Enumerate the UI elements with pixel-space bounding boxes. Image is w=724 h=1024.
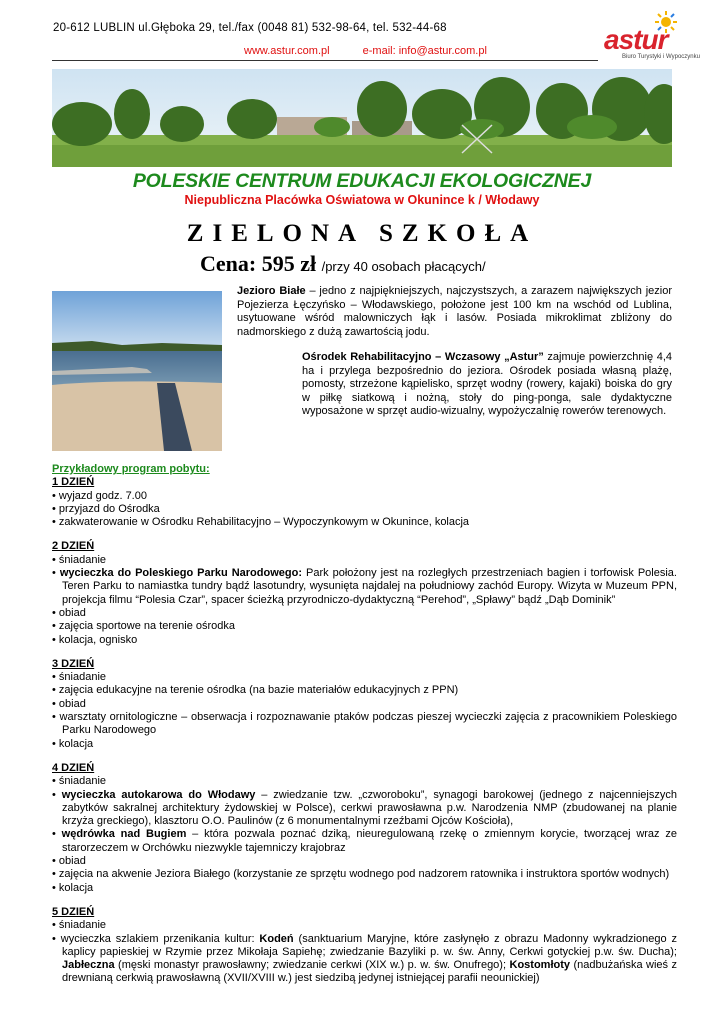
center-name: Ośrodek Rehabilitacyjno – Wczasowy „Astur” — [302, 351, 544, 363]
program-item-text: śniadanie — [58, 775, 107, 788]
astur-logo — [600, 10, 700, 65]
main-title: POLESKIE CENTRUM EDUKACJI EKOLOGICZNEJ — [132, 170, 592, 192]
program-item: • kolacja — [52, 881, 94, 894]
program-item: • zakwaterowanie w Ośrodku Rehabilitacyjno – Wypoczynkowym w Okunince, kolacja — [52, 516, 470, 529]
day5-kostomloty: Kostomłoty — [509, 959, 570, 972]
day5-kodne: Kodeń — [259, 932, 294, 945]
contact-line: 20-612 LUBLIN ul.Głęboka 29, tel./fax (0048 81) 532-98-64, tel. 532-44-68 — [53, 22, 447, 34]
program-item: • śniadanie — [52, 671, 107, 684]
program-item-text: zajęcia sportowe na terenie ośrodka — [58, 620, 236, 633]
program-item: • śniadanie — [52, 919, 107, 932]
program-item-highlight: wycieczka autokarowa do Włodawy — [61, 788, 256, 801]
lake-name: Jezioro Białe — [237, 285, 306, 297]
program-item-text: kolacja — [58, 881, 94, 894]
program-item: • wycieczka autokarowa do Włodawy – zwiedzanie tzw. „czworoboku”, synagogi barokowej (jednego z najcenniejszych zabytków sakralnej architektury żydowskiej w Polsce), cerkwi prawosławna p.w. Narodzenia NMP (zbudowanej na planie krzyża greckiego), klasztoru O.O. Paulinów (z 6 monumentalnymi rzeźbami Ojców Kościoła), — [52, 788, 677, 828]
day-title: 3 DZIEŃ — [52, 657, 95, 670]
program-item: • śniadanie — [52, 775, 107, 788]
program-item-text: obiad — [58, 606, 86, 619]
program-item: • śniadanie — [52, 553, 107, 566]
website-link[interactable]: www.astur.com.pl — [244, 45, 330, 57]
banner-photo — [52, 69, 672, 167]
email-link[interactable]: e-mail: info@astur.com.pl — [362, 45, 487, 57]
day5-trip-text-4: (nadbużańska wieś z drewnianą cerkwią prawosławną (XVII/XVIII w.) jest siedzibą jedynej istniejącej parafii neounickiej) — [62, 959, 677, 985]
program-item-text: – która pozwala poznać dziką, nieuregulowaną rzekę o zmiennym korycie, tworzącej wraz ze starorzeczem w Orchówku niezwykle tajemniczy krajobraz — [62, 828, 677, 854]
program-item-text: warsztaty ornitologiczne – obserwacja i rozpoznawanie ptaków podczas pieszej wycieczki zajęcia z pracownikiem Poleskiego Parku Narodowego — [59, 711, 677, 737]
program-item-text: śniadanie — [58, 671, 107, 684]
center-description — [302, 351, 672, 419]
price — [200, 251, 486, 277]
price-label: Cena: 595 zł — [200, 251, 317, 276]
program-item-text: zakwaterowanie w Ośrodku Rehabilitacyjno – Wypoczynkowym w Okunince, kolacja — [58, 516, 470, 529]
program-item-highlight: wędrówka nad Bugiem — [61, 828, 187, 841]
program-heading: Przykładowy program pobytu: — [52, 463, 210, 475]
program-item: • kolacja, ognisko — [52, 633, 138, 646]
program-item-text: obiad — [58, 855, 86, 868]
subtitle: Niepubliczna Placówka Oświatowa w Okunince k / Włodawy — [184, 193, 540, 207]
lake-photo — [52, 291, 222, 451]
program-item-text: zajęcia edukacyjne na terenie ośrodka (na bazie materiałów edukacyjnych z PPN) — [58, 684, 459, 697]
program-item-text: wyjazd godz. 7.00 — [58, 489, 147, 502]
program-item: • obiad — [52, 606, 86, 619]
program-item-highlight: wycieczka do Poleskiego Parku Narodowego: — [59, 567, 302, 580]
program-section — [52, 463, 677, 986]
header-divider — [52, 60, 598, 61]
program-item: • warsztaty ornitologiczne – obserwacja i rozpoznawanie ptaków podczas pieszej wycieczki zajęcia z pracownikiem Poleskiego Parku Narodowego — [52, 711, 677, 737]
program-item: • kolacja — [52, 737, 94, 750]
price-note: /przy 40 osobach płacących/ — [321, 259, 486, 274]
logo-wordmark: astur — [604, 24, 668, 55]
program-item-text: śniadanie — [58, 919, 107, 932]
program-item: • zajęcia na akwenie Jeziora Białego (korzystanie ze sprzętu wodnego pod nadzorem ratownika i instruktora sportów wodnych) — [52, 868, 670, 881]
day5-trip-text-3: (męski monastyr prawosławny; zwiedzanie cerkwi (XIX w.) p. w. św. Onufrego); — [114, 959, 510, 972]
program-item-text: przyjazd do Ośrodka — [58, 502, 160, 515]
program-item: • wyjazd godz. 7.00 — [52, 489, 147, 502]
program-days — [52, 476, 677, 932]
program-item: • zajęcia sportowe na terenie ośrodka — [52, 620, 236, 633]
school-title: ZIELONA SZKOŁA — [186, 220, 538, 247]
logo-subtitle: Biuro Turystyki i Wypoczynku — [622, 54, 700, 60]
center-text: zajmuje powierzchnię 4,4 ha i przylega bezpośrednio do jeziora. Ośrodek posiada własną plażę, pomosty, strzeżone kąpielisko, sprzęt wodny (rowery, kajaki) boiska do gry w piłkę siatkową i nożną, stoły do ping-ponga, sale dydaktyczne wyposażone w sprzęt audio-wizualny, wypożyczalnię rowerów terenowych. — [302, 351, 672, 417]
day5-jableczna: Jabłeczna — [62, 959, 115, 972]
day5-trip-text-2: (sanktuarium Maryjne, które zasłynęło z obrazu Madonny wykradzionego z kaplicy papieskiej w Rzymie przez Mikołaja Sapiehę; zwiedzanie Bazyliki p. w. św. Anny, Cerkwi gotyckiej p.w. św. Ducha); — [62, 932, 677, 958]
day-title: 5 DZIEŃ — [52, 905, 95, 918]
program-item-text: kolacja, ognisko — [58, 633, 138, 646]
day5-trip-item: • wycieczka szlakiem przenikania kultur: Kodeń (sanktuarium Maryjne, które zasłynęło z obrazu Madonny wykradzionego z kaplicy papieskiej w Rzymie przez Mikołaja Sapiehę; zwiedzanie Bazyliki p. w. św. Anny, Cerkwi gotyckiej p.w. św. Ducha); Jabłeczna (męski monastyr prawosławny; zwiedzanie cerkwi (XIX w.) p. w. św. Onufrego); Kostomłoty (nadbużańska wieś z drewnianą cerkwią prawosławną (XVII/XVIII w.) jest siedzibą jedynej istniejącej parafii neounickiej) — [52, 932, 677, 985]
program-item: • zajęcia edukacyjne na terenie ośrodka (na bazie materiałów edukacyjnych z PPN) — [52, 684, 459, 697]
program-item-text: kolacja — [58, 737, 94, 750]
program-item-text: śniadanie — [58, 553, 107, 566]
program-item: • obiad — [52, 855, 86, 868]
program-item: • obiad — [52, 697, 86, 710]
program-item-text: Park położony jest na rozległych przestrzeniach bagien i torfowisk Polesia. Teren Parku to namiastka tundry bądź lasotundry, wysunięta najdalej na południowy zachód Europy. Wizyta w Muzeum PPN, projekcja filmu “Polesia Czar”, spacer ścieżką przyrodniczo-dydaktyczną “Perehod”, „Spławy” bądź „Dąb Dominik” — [62, 567, 677, 606]
day-title: 1 DZIEŃ — [52, 476, 95, 489]
day5-trip-text-1: wycieczka szlakiem przenikania kultur: — [60, 932, 260, 945]
program-item: • wędrówka nad Bugiem – która pozwala poznać dziką, nieuregulowaną rzekę o zmiennym korycie, tworzącej wraz ze starorzeczem w Orchówku niezwykle tajemniczy krajobraz — [52, 828, 677, 854]
program-item: • wycieczka do Poleskiego Parku Narodowego: Park położony jest na rozległych przestrzeniach bagien i torfowisk Polesia. Teren Parku to namiastka tundry bądź lasotundry, wysunięta najdalej na południowy zachód Europy. Wizyta w Muzeum PPN, projekcja filmu “Polesia Czar”, spacer ścieżką przyrodniczo-dydaktyczną “Perehod”, „Spławy” bądź „Dąb Dominik” — [52, 567, 677, 606]
lake-description — [237, 285, 672, 339]
lake-text: – jedno z najpiękniejszych, najczystszych, a zarazem największych jezior Pojezierza Łęczyńsko – Włodawskiego, położone jest 100 km na wschód od Lublina, usytuowane wśród malowniczych łąk i lasów. Posiada mikroklimat zbliżony do nadmorskiego z dużą zawartością jodu. — [237, 285, 672, 338]
contact-links — [244, 45, 517, 57]
program-item: • przyjazd do Ośrodka — [52, 502, 160, 515]
program-item-text: obiad — [58, 697, 86, 710]
day-title: 2 DZIEŃ — [52, 540, 95, 553]
program-item-text: zajęcia na akwenie Jeziora Białego (korzystanie ze sprzętu wodnego pod nadzorem ratownika i instruktora sportów wodnych) — [58, 868, 670, 881]
day-title: 4 DZIEŃ — [52, 761, 95, 774]
program-item-text: – zwiedzanie tzw. „czworoboku”, synagogi barokowej (jednego z najcenniejszych zabytków sakralnej architektury żydowskiej w Polsce), cerkwi prawosławna p.w. Narodzenia NMP (zbudowanej na planie krzyża greckiego), klasztoru O.O. Paulinów (z 6 monumentalnymi rzeźbami Ojców Kościoła), — [62, 788, 677, 828]
